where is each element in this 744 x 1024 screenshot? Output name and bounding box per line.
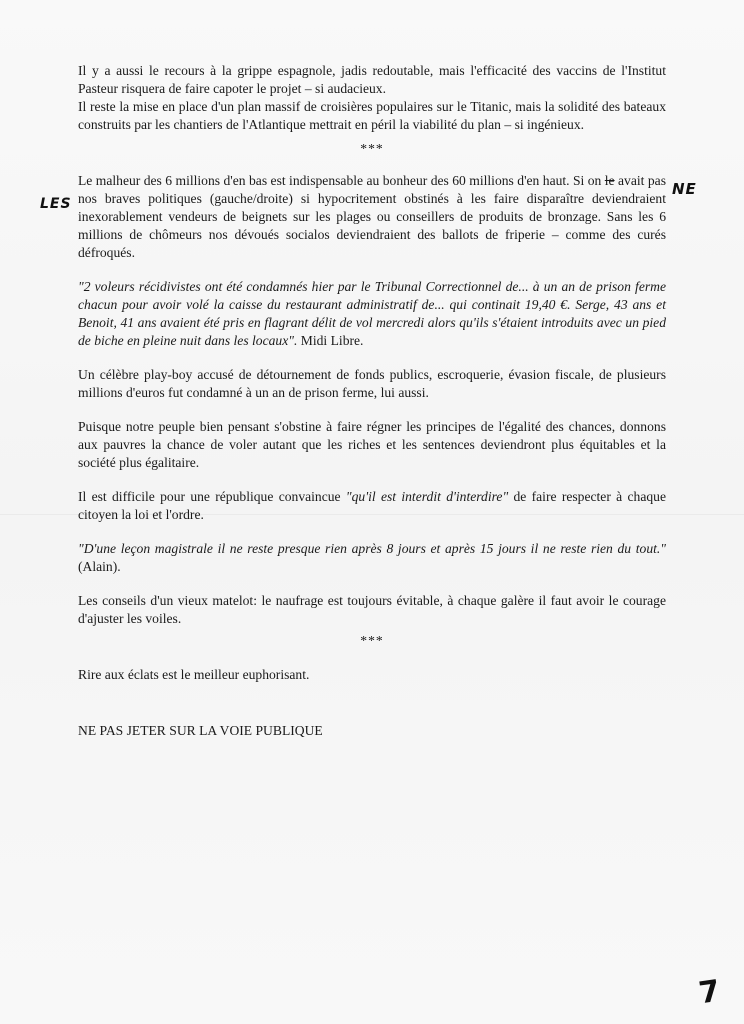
paragraph-alain xyxy=(78,540,666,576)
paragraph-malheur-rest: avait pas nos braves politiques (gauche/droite) si hypocritement obstinés à les faire disparaître deviendraient inexorablement vendeurs de beignets sur les plages ou conseillers de produits de bronzage. Sans les 6 millions de chômeurs nos dévoués socialos deviendraient des ballots de friperie – comme des curés défroqués. xyxy=(78,173,666,260)
paragraph-titanic: Il reste la mise en place d'un plan massif de croisières populaires sur le Titanic, mais la solidité des bateaux construits par les chantiers de l'Atlantique mettrait en péril la viabilité du plan – si ingénieux. xyxy=(78,99,666,132)
paragraph-republique-end: de faire respecter à chaque citoyen la loi et l'ordre. xyxy=(78,489,666,522)
paragraph-malheur xyxy=(78,172,666,262)
document-body xyxy=(78,62,666,756)
paragraph-egalite: Puisque notre peuple bien pensant s'obstine à faire régner les principes de l'égalité des chances, donnons aux pauvres la chance de voler autant que les riches et les sentences deviendront plus équitables et la société plus égalitaire. xyxy=(78,419,666,470)
paragraph-voleurs xyxy=(78,278,666,350)
separator-stars-2: *** xyxy=(360,633,384,648)
struck-word: le xyxy=(604,173,615,188)
paragraph-republique-start: Il est difficile pour une république convaincue xyxy=(78,489,346,504)
paragraph-malheur-start: Le malheur des 6 millions d'en bas est indispensable au bonheur des 60 millions d'en haut. Si on xyxy=(78,173,605,188)
interdire-quote: "qu'il est interdit d'interdire" xyxy=(345,489,509,504)
alain-author: (Alain). xyxy=(78,559,121,574)
paragraph-playboy: Un célèbre play-boy accusé de détournement de fonds publics, escroquerie, évasion fiscale, de plusieurs millions d'euros fut condamné à un an de prison ferme, lui aussi. xyxy=(78,367,666,400)
separator-stars: *** xyxy=(360,141,384,156)
footer-notice: NE PAS JETER SUR LA VOIE PUBLIQUE xyxy=(78,723,323,738)
paragraph-republique xyxy=(78,488,666,524)
handwritten-margin-les: LES xyxy=(40,196,72,212)
paragraph-matelot: Les conseils d'un vieux matelot: le naufrage est toujours évitable, à chaque galère il faut avoir le courage d'ajuster les voiles. xyxy=(78,593,666,626)
news-source: Midi Libre. xyxy=(297,333,364,348)
news-quote: "2 voleurs récidivistes ont été condamnés hier par le Tribunal Correctionnel de... à un an de prison ferme chacun pour avoir volé la caisse du restaurant administratif de... qui continait 19,40 €. Serge, 43 ans et Benoit, 41 ans avaient été pris en flagrant délit de vol mercredi alors qu'ils s'étaient introduits avec un pied de biche en pleine nuit dans les locaux". xyxy=(78,279,666,348)
paragraph-grippe: Il y a aussi le recours à la grippe espagnole, jadis redoutable, mais l'efficacité des vaccins de l'Institut Pasteur risquera de faire capoter le projet – si audacieux. xyxy=(78,63,666,96)
alain-quote: "D'une leçon magistrale il ne reste presque rien après 8 jours et après 15 jours il ne reste rien du tout." xyxy=(78,541,666,556)
paragraph-rire: Rire aux éclats est le meilleur euphorisant. xyxy=(78,667,310,682)
handwritten-page-number: 7 xyxy=(696,973,723,1012)
handwritten-correction-ne: NE xyxy=(672,180,697,198)
